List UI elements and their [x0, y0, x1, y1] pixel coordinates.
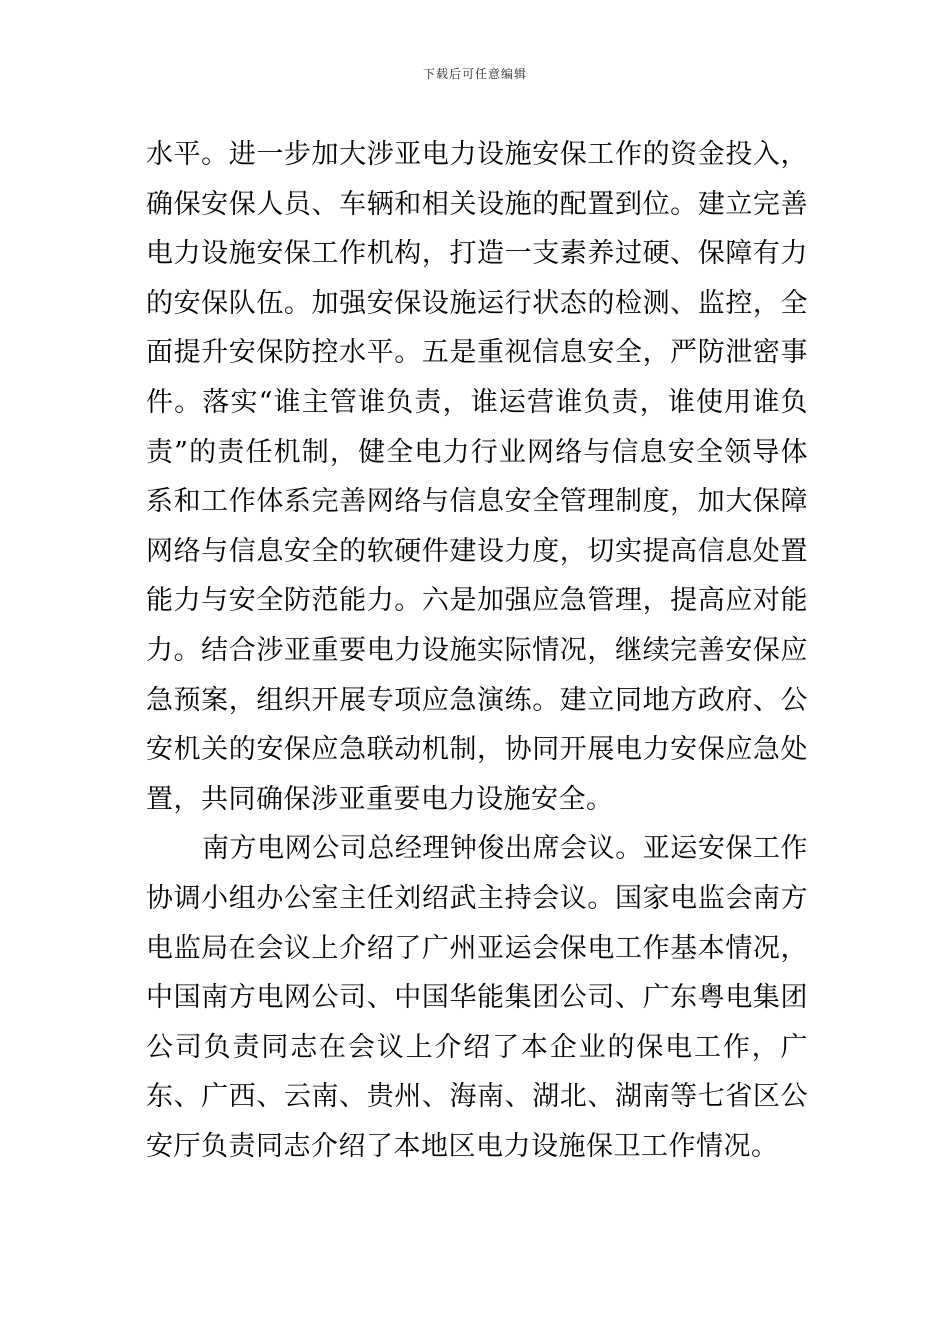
paragraph-continued: 水平。进一步加大涉亚电力设施安保工作的资金投入，确保安保人员、车辆和相关设施的配置到位。建立完善电力设施安保工作机构，打造一支素养过硬、保障有力的安保队伍。加强安保设施运行状态的检测、监控，全面提升安保防控水平。五是重视信息安全，严防泄密事件。落实“谁主管谁负责，谁运营谁负责，谁使用谁负责”的责任机制，健全电力行业网络与信息安全领导体系和工作体系完善网络与信息安全管理制度，加大保障网络与信息安全的软硬件建设力度，切实提高信息处置能力与安全防范能力。六是加强应急管理，提高应对能力。结合涉亚重要电力设施实际情况，继续完善安保应急预案，组织开展专项应急演练。建立同地方政府、公安机关的安保应急联动机制，协同开展电力安保应急处置，共同确保涉亚重要电力设施安全。	[146, 139, 808, 815]
document-body	[146, 130, 808, 1171]
paragraph-meeting-attendance: 南方电网公司总经理钟俊出席会议。亚运安保工作协调小组办公室主任刘绍武主持会议。国家电监会南方电监局在会议上介绍了广州亚运会保电工作基本情况，中国南方电网公司、中国华能集团公司、广东粤电集团公司负责同志在会议上介绍了本企业的保电工作，广东、广西、云南、贵州、海南、湖北、湖南等七省区公安厅负责同志介绍了本地区电力设施保卫工作情况。	[146, 833, 808, 1162]
page-header: 下载后可任意编辑	[422, 67, 527, 81]
